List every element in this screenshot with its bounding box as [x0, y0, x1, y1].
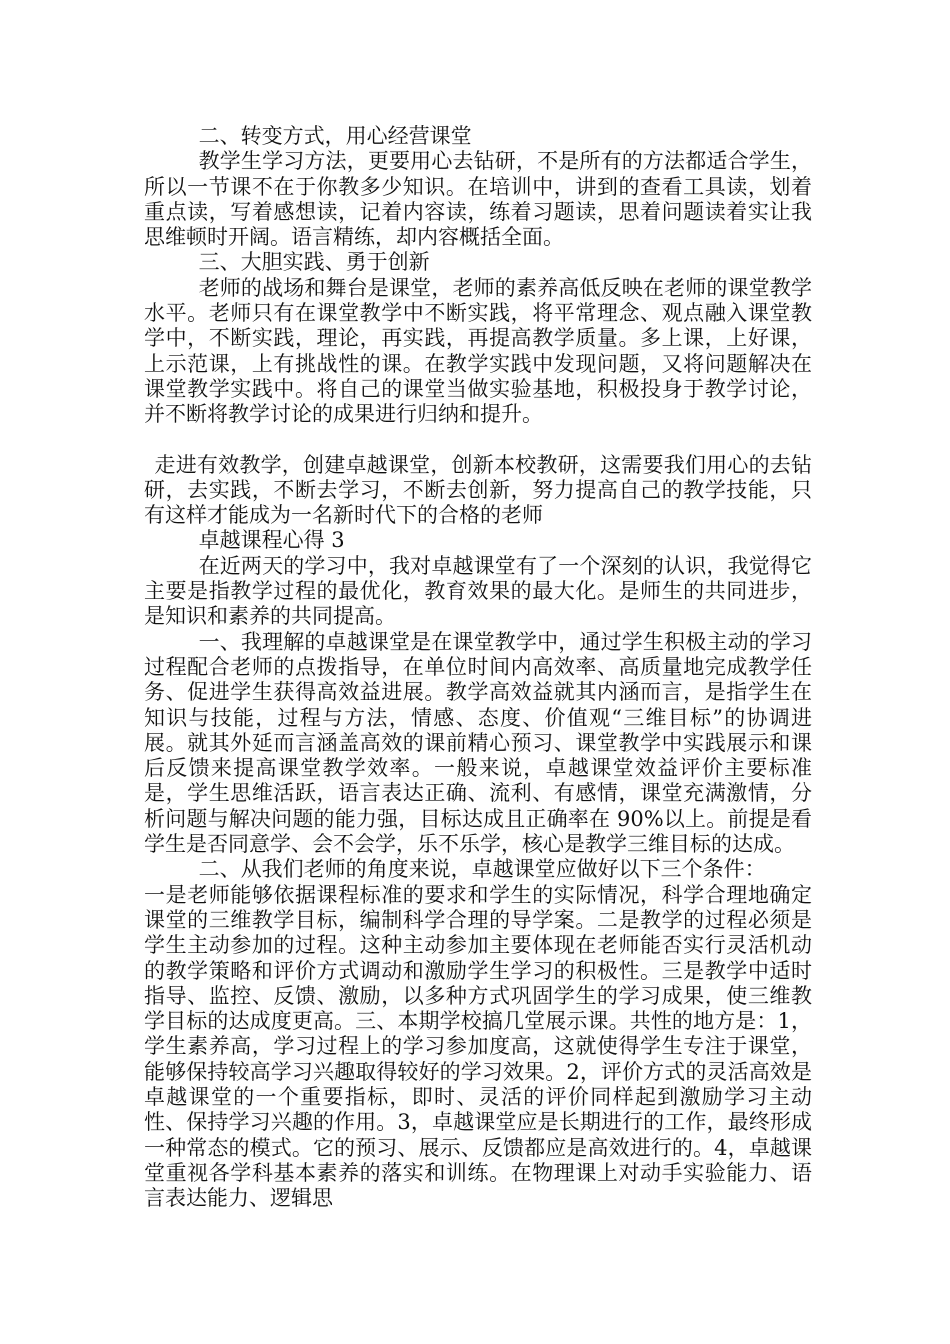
section-heading-bold-practice: 三、大胆实践、勇于创新: [198, 250, 430, 275]
paragraph-two-days-study: 在近两天的学习中，我对卓越课堂有了一个深刻的认识，我觉得它主要是指教学过程的最优化，教育效果的最大化。是师生的共同进步，是知识和素养的共同提高。: [144, 553, 812, 629]
document-body: [144, 124, 812, 1211]
paragraph-teacher-perspective-heading: 二、从我们老师的角度来说，卓越课堂应做好以下三个条件：: [198, 857, 766, 882]
section-heading-change-method: 二、转变方式，用心经营课堂: [198, 124, 472, 148]
paragraph-teaching-methods: 教学生学习方法，更要用心去钻研，不是所有的方法都适合学生，所以一节课不在于你教多少知识。在培训中，讲到的查看工具读，划着重点读，写着感想读，记着内容读，练着习题读，思着问题读着实让我思维顿时开阔。语言精练，却内容概括全面。: [144, 149, 812, 250]
section-title-experience-3: 卓越课程心得 3: [198, 528, 345, 553]
paragraph-three-conditions: 一是老师能够依据课程标准的要求和学生的实际情况，科学合理地确定课堂的三维教学目标，编制科学合理的导学案。二是教学的过程必须是学生主动参加的过程。这种主动参加主要体现在老师能否实行灵活机动的教学策略和评价方式调动和激励学生学习的积极性。三是教学中适时指导、监控、反馈、激励，以多种方式巩固学生的学习成果，使三维教学目标的达成度更高。三、本期学校搞几堂展示课。共性的地方是：1，学生素养高，学习过程上的学习参加度高，这就使得学生专注于课堂，能够保持较高学习兴趣取得较好的学习效果。2，评价方式的灵活高效是卓越课堂的一个重要指标，即时、灵活的评价同样起到激励学习主动性、保持学习兴趣的作用。3，卓越课堂应是长期进行的工作，最终形成一种常态的模式。它的预习、展示、反馈都应是高效进行的。4，卓越课堂重视各学科基本素养的落实和训练。在物理课上对动手实验能力、语言表达能力、逻辑思: [144, 882, 812, 1211]
paragraph-effective-teaching: 走进有效教学，创建卓越课堂，创新本校教研，这需要我们用心的去钻研，去实践，不断去学习，不断去创新，努力提高自己的教学技能，只有这样才能成为一名新时代下的合格的老师: [144, 452, 812, 528]
paragraph-understanding-excellent-class: 一、我理解的卓越课堂是在课堂教学中，通过学生积极主动的学习过程配合老师的点拨指导，在单位时间内高效率、高质量地完成教学任务、促进学生获得高效益进展。教学高效益就其内涵而言，是指学生在知识与技能，过程与方法，情感、态度、价值观“三维目标”的协调进展。就其外延而言涵盖高效的课前精心预习、课堂教学中实践展示和课后反馈来提高课堂教学效率。一般来说，卓越课堂效益评价主要标准是，学生思维活跃，语言表达正确、流利、有感情，课堂充满激情，分析问题与解决问题的能力强，目标达成且正确率在 90%以上。前提是看学生是否同意学、会不会学，乐不乐学，核心是教学三维目标的达成。: [144, 629, 812, 857]
paragraph-classroom-stage: 老师的战场和舞台是课堂，老师的素养高低反映在老师的课堂教学水平。老师只有在课堂教学中不断实践，将平常理念、观点融入课堂教学中，不断实践，理论，再实践，再提高教学质量。多上课，上好课，上示范课，上有挑战性的课。在教学实践中发现问题，又将问题解决在课堂教学实践中。将自己的课堂当做实验基地，积极投身于教学讨论，并不断将教学讨论的成果进行归纳和提升。: [144, 275, 812, 427]
paragraph-gap: [144, 428, 812, 453]
